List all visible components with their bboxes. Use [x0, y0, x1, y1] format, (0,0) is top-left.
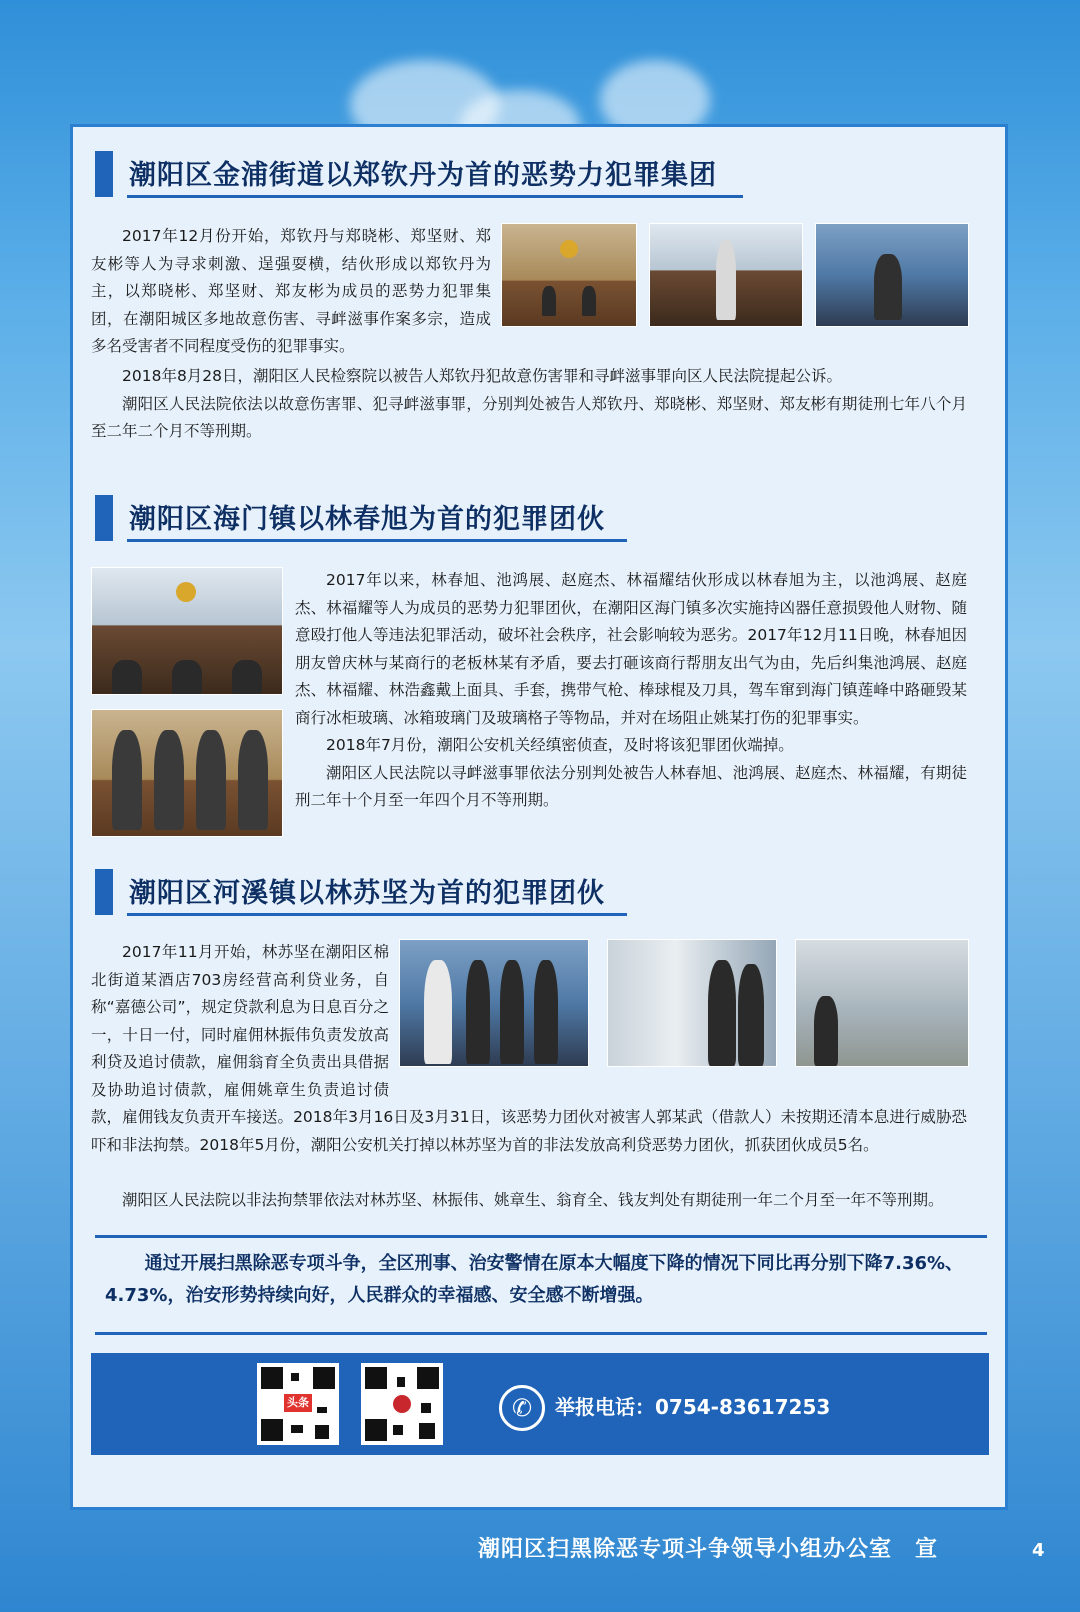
court-photo-5	[91, 709, 283, 837]
section-1-title	[95, 151, 795, 199]
section-1-para-rest	[91, 363, 967, 446]
court-photo-2	[649, 223, 803, 327]
section-2-paragraph: 2017年以来，林春旭、池鸿展、赵庭杰、林福耀结伙形成以林春旭为主，以池鸿展、赵庭杰、林福耀等人为成员的恶势力犯罪团伙，在潮阳区海门镇多次实施持凶器任意损毁他人财物、随意殴打他人等违法犯罪活动，破坏社会秩序，社会影响较为恶劣。2017年12月11日晚，林春旭因朋友曾庆林与某商行的老板林某有矛盾，要去打砸该商行帮朋友出气为由，先后纠集池鸿展、赵庭杰、林福耀、林浩鑫戴上面具、手套，携带气枪、棒球棍及刀具，驾车窜到海门镇莲峰中路砸毁某商行冰柜玻璃、冰箱玻璃门及玻璃格子等物品，并对在场阻止姚某打伤的犯罪事实。	[295, 571, 967, 727]
section-1-heading: 潮阳区金浦街道以郑钦丹为首的恶势力犯罪集团	[129, 160, 717, 191]
court-photo-3	[815, 223, 969, 327]
section-3-para-1-wrap	[91, 939, 967, 1159]
section-2-paragraph: 2018年7月份，潮阳公安机关经缜密侦查，及时将该犯罪团伙端掉。	[326, 736, 794, 754]
title-underline	[127, 913, 627, 916]
title-underline	[127, 195, 743, 198]
section-3-paragraph: 2017年11月开始，林苏坚在潮阳区棉北街道某酒店703房经营高利贷业务，自称“嘉德公司”，规定贷款利息为日息百分之一，十日一付，同时雇佣林振伟负责发放高利贷及追讨债款，雇佣翁育全负责出具借据及协助追讨债款，雇佣姚章生负责追讨债款，雇佣钱友负责开车接送。2018年3月16日及3月31日，该恶势力团伙对被害人郭某武（借款人）未按期还清本息进行威胁恐吓和非法拘禁。2018年5月份，潮阳公安机关打掉以林苏坚为首的非法发放高利贷恶势力团伙，抓获团伙成员5名。	[91, 943, 967, 1154]
section-2-text	[295, 567, 967, 815]
title-underline	[127, 539, 627, 542]
section-3-paragraph: 潮阳区人民法院以非法拘禁罪依法对林苏坚、林振伟、姚章生、翁育全、钱友判处有期徒刑一年二个月至一年不等刑期。	[122, 1191, 944, 1209]
section-2-paragraph: 潮阳区人民法院以寻衅滋事罪依法分别判处被告人林春旭、池鸿展、赵庭杰、林福耀，有期徒刑二年十个月至一年四个月不等刑期。	[295, 763, 967, 809]
contact-bar	[91, 1353, 989, 1455]
phone-icon: ✆	[499, 1385, 545, 1431]
section-3-heading: 潮阳区河溪镇以林苏坚为首的犯罪团伙	[129, 878, 605, 909]
report-phone[interactable]: 举报电话：0754-83617253	[555, 1395, 831, 1419]
qr-code-wechat[interactable]	[361, 1363, 443, 1445]
qr-code-toutiao[interactable]	[257, 1363, 339, 1445]
title-bar	[95, 869, 113, 915]
section-1-paragraph: 潮阳区人民法院依法以故意伤害罪、犯寻衅滋事罪，分别判处被告人郑钦丹、郑晓彬、郑坚财、郑友彬有期徒刑七年八个月至二年二个月不等刑期。	[91, 394, 967, 440]
section-1-paragraph: 2018年8月28日，潮阳区人民检察院以被告人郑钦丹犯故意伤害罪和寻衅滋事罪向区人民法院提起公诉。	[122, 367, 843, 385]
qr-badge: 头条	[284, 1394, 312, 1412]
photo-spacer	[389, 939, 967, 1077]
page-number: 4	[1032, 1540, 1045, 1561]
section-3-title	[95, 869, 795, 917]
title-bar	[95, 495, 113, 541]
section-1-paragraph: 2017年12月份开始，郑钦丹与郑晓彬、郑坚财、郑友彬等人为寻求刺激、逞强耍横，结伙形成以郑钦丹为主，以郑晓彬、郑坚财、郑友彬为成员的恶势力犯罪集团，在潮阳城区多地故意伤害、寻衅滋事作案多宗，造成多名受害者不同程度受伤的犯罪事实。	[91, 227, 491, 355]
content-panel	[70, 124, 1008, 1510]
section-1-para-1-wrap	[91, 223, 491, 361]
summary-text: 通过开展扫黑除恶专项斗争，全区刑事、治安警情在原本大幅度下降的情况下同比再分别下降7.36%、4.73%，治安形势持续向好，人民群众的幸福感、安全感不断增强。	[105, 1253, 964, 1306]
section-3-para-rest	[91, 1187, 967, 1215]
summary-box	[95, 1235, 987, 1335]
section-2-heading: 潮阳区海门镇以林春旭为首的犯罪团伙	[129, 504, 605, 535]
footer-issuer: 潮阳区扫黑除恶专项斗争领导小组办公室 宣	[478, 1537, 939, 1562]
title-bar	[95, 151, 113, 197]
court-photo-4	[91, 567, 283, 695]
section-2-title	[95, 495, 795, 543]
court-photo-1	[501, 223, 637, 327]
